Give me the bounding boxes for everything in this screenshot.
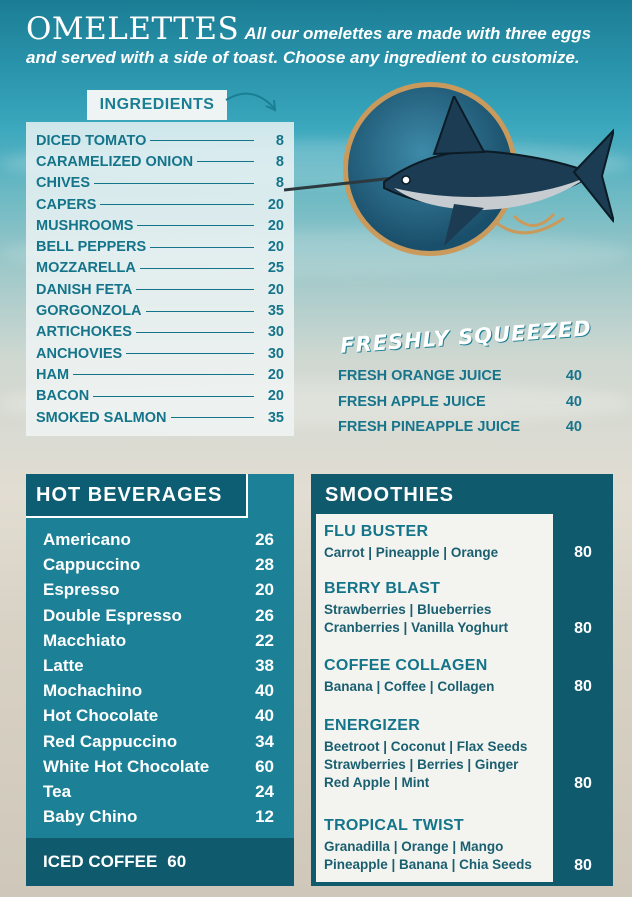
juice-price: 40 — [565, 394, 582, 410]
hot-beverage-price: 38 — [255, 656, 274, 675]
smoothie-item — [324, 523, 548, 562]
hot-beverage-row — [43, 530, 274, 550]
hot-beverage-price: 34 — [255, 731, 274, 751]
ingredient-name: SMOKED SALMON — [36, 409, 167, 426]
ingredients-title: INGREDIENTS — [87, 90, 227, 120]
ingredient-price: 20 — [267, 281, 284, 298]
hot-beverages-title: HOT BEVERAGES — [26, 474, 248, 518]
hot-beverage-name: Espresso — [43, 580, 120, 600]
leader-line — [197, 161, 254, 162]
ingredient-row — [36, 173, 284, 194]
hot-beverage-price: 24 — [255, 782, 274, 801]
ingredient-row — [36, 322, 284, 343]
hot-beverage-name: Cappuccino — [43, 555, 141, 575]
leader-line — [73, 374, 254, 375]
smoothie-price: 80 — [574, 678, 592, 695]
ingredient-price: 30 — [267, 345, 284, 362]
hot-beverage-name: Americano — [43, 530, 131, 549]
smoothie-ingredient-line: Strawberries | Blueberries — [324, 602, 492, 617]
ingredients-panel — [26, 122, 294, 436]
hot-beverage-name: Macchiato — [43, 630, 127, 650]
header-description-1: All our omelettes are made with three eggs — [244, 24, 592, 43]
ingredient-row — [36, 130, 284, 151]
hot-beverage-row — [43, 757, 274, 777]
smoothie-name: TROPICAL TWIST — [324, 817, 464, 834]
juice-price: 40 — [565, 419, 582, 435]
smoothie-ingredients — [324, 678, 548, 696]
smoothie-ingredient-line: Granadilla | Orange | Mango — [324, 839, 504, 854]
smoothie-item — [324, 717, 548, 792]
ingredient-price: 35 — [267, 303, 284, 320]
ingredient-row — [36, 279, 284, 300]
smoothie-ingredients — [324, 601, 548, 637]
smoothie-ingredients — [324, 544, 548, 562]
hot-beverage-price: 12 — [255, 807, 274, 827]
hot-beverage-row — [43, 606, 274, 626]
ingredient-row — [36, 343, 284, 364]
leader-line — [171, 417, 255, 418]
leader-line — [136, 289, 254, 290]
ingredient-price: 25 — [267, 260, 284, 277]
hot-beverage-name: Baby Chino — [43, 807, 138, 827]
smoothie-ingredient-line: Pineapple | Banana | Chia Seeds — [324, 857, 532, 872]
hot-beverage-row — [43, 782, 274, 802]
ingredient-price: 35 — [267, 409, 284, 426]
hot-beverage-price: 26 — [255, 605, 274, 625]
hot-beverage-name: Hot Chocolate — [43, 706, 159, 726]
ingredient-name: CARAMELIZED ONION — [36, 153, 194, 170]
ingredient-name: HAM — [36, 366, 70, 383]
ingredient-row — [36, 258, 284, 279]
juice-row — [338, 419, 582, 435]
hot-beverage-price: 22 — [255, 630, 274, 650]
hot-beverage-price: 28 — [255, 555, 274, 575]
ingredient-name: MUSHROOMS — [36, 217, 134, 234]
smoothie-price: 80 — [574, 857, 592, 874]
hot-beverage-price: 40 — [255, 706, 274, 726]
hot-beverage-name: Latte — [43, 656, 84, 675]
ingredient-price: 20 — [267, 196, 284, 213]
ingredient-name: DICED TOMATO — [36, 132, 147, 149]
hot-beverage-name: Tea — [43, 782, 72, 801]
ingredient-price: 20 — [267, 366, 284, 383]
ingredient-name: BELL PEPPERS — [36, 239, 147, 256]
omelettes-header — [26, 12, 616, 67]
iced-coffee-price: 60 — [167, 852, 187, 871]
leader-line — [137, 225, 254, 226]
juices-title: FRESHLY SQUEEZED — [339, 316, 593, 358]
leader-line — [136, 332, 254, 333]
smoothie-item — [324, 817, 548, 874]
ingredient-name: ARTICHOKES — [36, 324, 132, 341]
smoothie-ingredient-line: Strawberries | Berries | Ginger — [324, 757, 519, 772]
smoothie-ingredients — [324, 738, 548, 792]
smoothie-price: 80 — [574, 620, 592, 637]
smoothies-title: SMOOTHIES — [325, 484, 455, 506]
smoothie-price: 80 — [574, 775, 592, 792]
leader-line — [150, 247, 254, 248]
smoothie-ingredient-line: Cranberries | Vanilla Yoghurt — [324, 620, 509, 635]
hot-beverage-row — [43, 732, 274, 752]
ingredient-name: MOZZARELLA — [36, 260, 136, 277]
hot-beverage-price: 40 — [255, 681, 274, 701]
hot-beverage-row — [43, 656, 274, 676]
ingredient-price: 20 — [267, 217, 284, 234]
hot-beverage-name: Mochachino — [43, 681, 143, 701]
ingredient-price: 30 — [267, 324, 284, 341]
ingredient-name: GORGONZOLA — [36, 303, 142, 320]
ingredient-row — [36, 386, 284, 407]
juice-name: FRESH APPLE JUICE — [338, 394, 486, 410]
smoothie-ingredient-line: Red Apple | Mint — [324, 775, 430, 790]
hot-beverage-price: 26 — [255, 530, 274, 549]
ingredient-row — [36, 407, 284, 428]
header-description-2: and served with a side of toast. Choose any ingredient to customize. — [26, 47, 580, 67]
leader-line — [100, 204, 254, 205]
ingredients-list — [36, 130, 284, 428]
leader-line — [140, 268, 254, 269]
hot-beverage-name: Red Cappuccino — [43, 731, 178, 751]
leader-line — [93, 396, 254, 397]
ingredient-row — [36, 215, 284, 236]
smoothie-name: FLU BUSTER — [324, 523, 429, 540]
leader-line — [146, 311, 254, 312]
juice-price: 40 — [565, 368, 582, 384]
ingredient-row — [36, 236, 284, 257]
juice-name: FRESH ORANGE JUICE — [338, 368, 502, 384]
iced-coffee-row — [26, 838, 294, 886]
leader-line — [94, 183, 254, 184]
ingredient-name: BACON — [36, 388, 90, 405]
juice-row — [338, 368, 582, 384]
hot-beverage-row — [43, 631, 274, 651]
juice-name: FRESH PINEAPPLE JUICE — [338, 419, 521, 435]
smoothie-name: COFFEE COLLAGEN — [324, 657, 488, 674]
page-title: OMELETTES — [26, 11, 240, 47]
smoothie-item — [324, 580, 548, 637]
ingredient-row — [36, 300, 284, 321]
smoothie-price: 80 — [574, 544, 592, 561]
hot-beverage-row — [43, 580, 274, 600]
hot-beverage-row — [43, 807, 274, 827]
ingredient-name: DANISH FETA — [36, 281, 133, 298]
ingredient-name: ANCHOVIES — [36, 345, 123, 362]
ingredient-row — [36, 151, 284, 172]
smoothie-ingredients — [324, 838, 548, 874]
hot-beverage-name: Double Espresso — [43, 605, 182, 625]
juice-row — [338, 394, 582, 410]
curved-arrow-icon — [222, 86, 282, 122]
ingredient-price: 20 — [267, 388, 284, 405]
ingredient-name: CHIVES — [36, 175, 90, 192]
iced-coffee-label: ICED COFFEE — [43, 852, 158, 871]
smoothie-item — [324, 657, 548, 696]
ingredient-price: 20 — [267, 239, 284, 256]
smoothie-name: ENERGIZER — [324, 717, 421, 734]
ingredient-price: 8 — [275, 175, 284, 192]
hot-beverage-price: 20 — [255, 580, 274, 600]
hot-beverage-name: White Hot Chocolate — [43, 756, 210, 776]
ingredient-row — [36, 194, 284, 215]
ingredient-row — [36, 364, 284, 385]
ingredient-name: CAPERS — [36, 196, 97, 213]
leader-line — [150, 140, 254, 141]
hot-beverage-price: 60 — [255, 756, 274, 776]
ingredient-price: 8 — [275, 132, 284, 149]
hot-beverage-row — [43, 681, 274, 701]
hot-beverage-row — [43, 555, 274, 575]
smoothie-ingredient-line: Carrot | Pineapple | Orange — [324, 545, 499, 560]
swordfish-icon — [284, 96, 614, 246]
leader-line — [126, 353, 254, 354]
smoothie-ingredient-line: Banana | Coffee | Collagen — [324, 679, 495, 694]
hot-beverage-row — [43, 706, 274, 726]
ingredient-price: 8 — [275, 153, 284, 170]
smoothie-name: BERRY BLAST — [324, 580, 441, 597]
smoothie-ingredient-line: Beetroot | Coconut | Flax Seeds — [324, 739, 528, 754]
